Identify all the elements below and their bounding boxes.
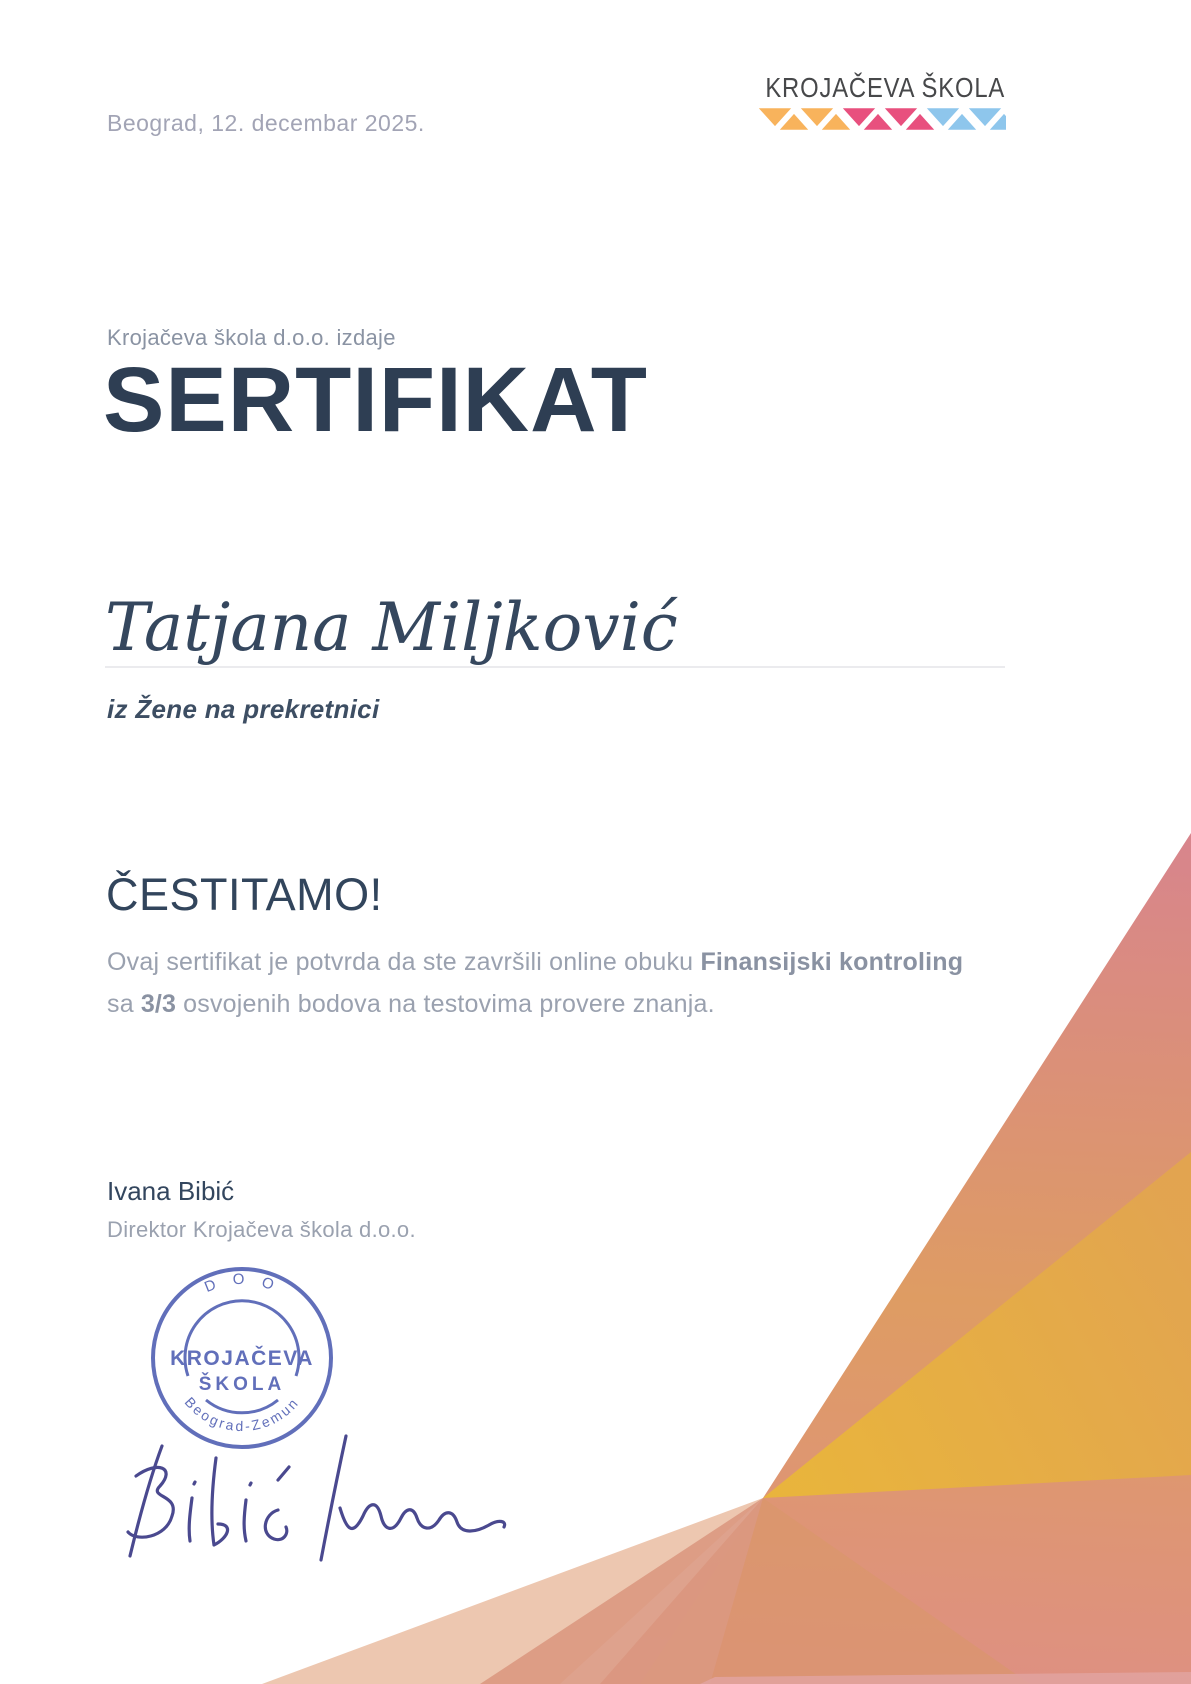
signature-strokes [128,1436,505,1560]
signatory-name: Ivana Bibić [107,1176,235,1206]
issuer-line: Krojačeva škola d.o.o. izdaje [107,325,396,350]
stamp-top-text: D O O [202,1270,282,1297]
course-line: iz Žene na prekretnici [107,694,380,724]
logo-triangle-band [754,106,1006,132]
stamp-bottom-text: Beograd-Zemun [181,1393,303,1435]
stamp-center-line2: ŠKOLA [198,1374,286,1395]
issue-date: Beograd, 12. decembar 2025. [107,110,425,136]
certificate-title: SERTIFIKAT [103,349,648,451]
score-value: 3/3 [140,990,177,1018]
signatory-role: Direktor Krojačeva škola d.o.o. [107,1217,416,1242]
logo-wordmark: KROJAČEVA ŠKOLA [765,72,1005,103]
course-name-bold: Finansijski kontroling [700,948,964,976]
stamp-inner-arc-bottom [206,1400,278,1413]
name-underline [105,666,1005,668]
congrats-heading: ČESTITAMO! [106,869,383,920]
signature-image [100,1428,530,1593]
congrats-body [107,941,997,1025]
stamp-center-line1: KROJAČEVA [170,1347,314,1370]
recipient-name: Tatjana Miljković [105,589,678,666]
body-text: sa [107,990,134,1018]
body-text: Ovaj sertifikat je potvrda da ste završili online obuku [107,948,701,976]
body-text: osvojenih bodova na testovima provere znanja. [183,990,715,1018]
company-stamp [140,1262,344,1454]
